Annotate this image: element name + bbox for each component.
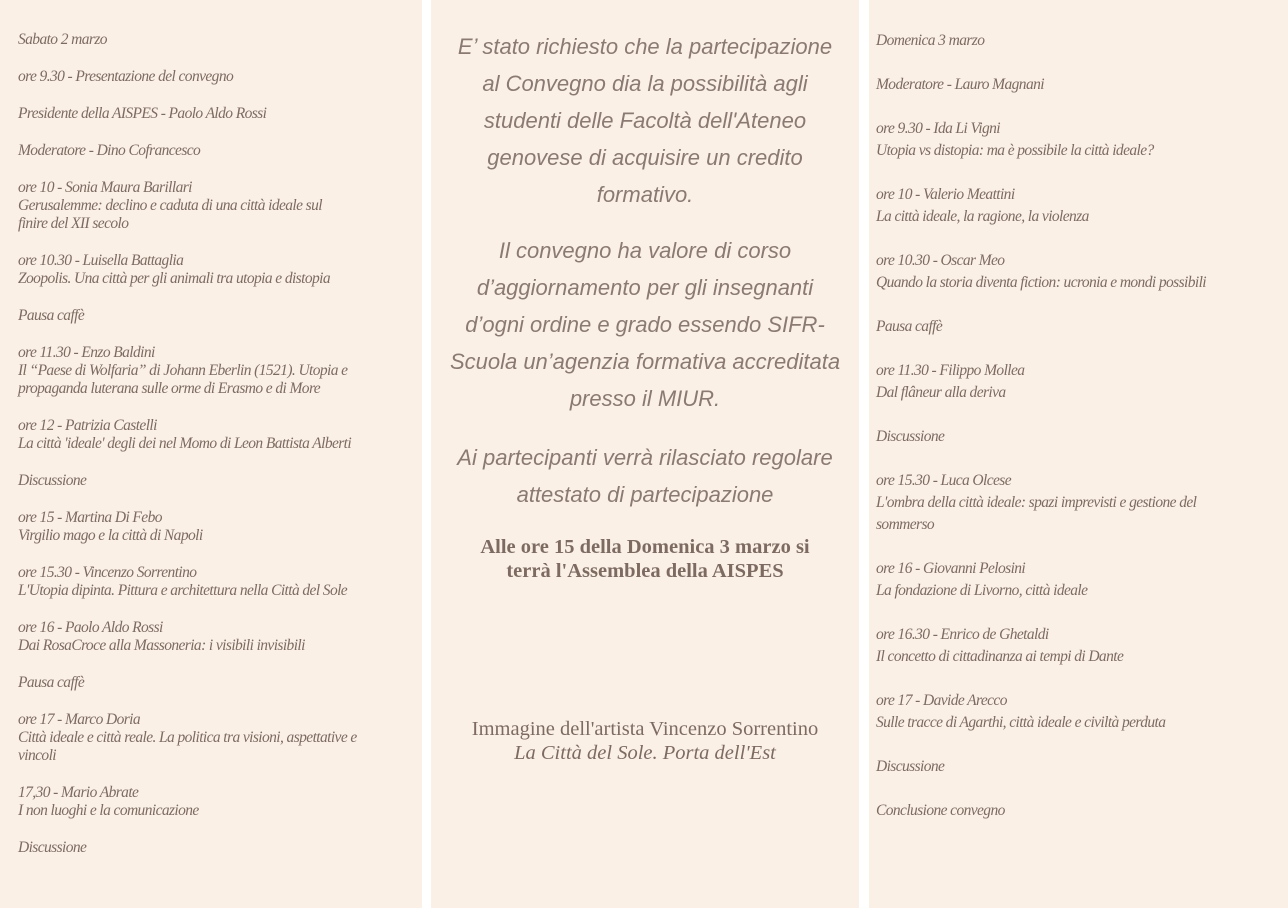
credit-paragraph-line: genovese di acquisire un credito: [487, 145, 803, 170]
entry-title: Virgilio mago e la città di Napoli: [18, 527, 203, 544]
program-sunday-column: [869, 0, 1288, 908]
credit-paragraph-line: formativo.: [596, 182, 694, 207]
entry-heading: ore 17 - Davide Arecco: [876, 692, 1007, 709]
entry-heading: ore 16 - Giovanni Pelosini: [876, 560, 1026, 577]
schedule-entry: [876, 690, 1280, 734]
entry-title: Zoopolis. Una città per gli animali tra utopia e distopia: [18, 270, 330, 287]
schedule-entry: [876, 800, 1280, 822]
schedule-entry: [876, 426, 1280, 448]
schedule-entry: [18, 307, 404, 325]
entry-heading: ore 10.30 - Luisella Battaglia: [18, 252, 184, 269]
schedule-entry: [18, 839, 404, 857]
credit-paragraph: [431, 28, 859, 213]
schedule-entry: [18, 472, 404, 490]
schedule-entry: [876, 250, 1280, 294]
schedule-entry: [18, 179, 404, 233]
certificate-paragraph: [431, 439, 859, 513]
entry-heading: ore 11.30 - Filippo Mollea: [876, 362, 1025, 379]
entry-heading: Conclusione convegno: [876, 802, 1005, 819]
schedule-entry: [876, 360, 1280, 404]
schedule-entry: [876, 184, 1280, 228]
day-heading: [876, 31, 1280, 51]
schedule-entry: [876, 118, 1280, 162]
entry-title: La fondazione di Livorno, città ideale: [876, 582, 1088, 599]
schedule-entry: [18, 619, 404, 655]
entry-heading: Pausa caffè: [18, 307, 85, 324]
schedule-list: [876, 74, 1280, 822]
certificate-paragraph-line: attestato di partecipazione: [516, 482, 774, 507]
entry-title: Gerusalemme: declino e caduta di una città ideale sul: [18, 197, 322, 214]
entry-title: Quando la storia diventa fiction: ucronia e mondi possibili: [876, 274, 1206, 291]
schedule-entry: [18, 68, 404, 86]
refresher-paragraph-line: d’aggiornamento per gli insegnanti: [476, 275, 814, 300]
schedule-entry: [876, 558, 1280, 602]
entry-heading: ore 15.30 - Luca Olcese: [876, 472, 1011, 489]
entry-title: sommerso: [876, 516, 935, 533]
entry-heading: ore 16 - Paolo Aldo Rossi: [18, 619, 163, 636]
entry-title: La città 'ideale' degli dei nel Momo di Leon Battista Alberti: [18, 435, 352, 452]
entry-title: Città ideale e città reale. La politica tra visioni, aspettative e: [18, 729, 357, 746]
assembly-notice-line: terrà l'Assemblea della AISPES: [506, 560, 784, 582]
entry-title: L'Utopia dipinta. Pittura e architettura nella Città del Sole: [18, 582, 348, 599]
entry-heading: 17,30 - Mario Abrate: [18, 784, 139, 801]
schedule-entry: [18, 142, 404, 160]
entry-heading: Discussione: [18, 839, 87, 856]
entry-title: La città ideale, la ragione, la violenza: [876, 208, 1089, 225]
schedule-entry: [876, 74, 1280, 96]
schedule-entry: [876, 756, 1280, 778]
entry-heading: ore 9.30 - Ida Li Vigni: [876, 120, 1000, 137]
entry-heading: Presidente della AISPES - Paolo Aldo Rossi: [18, 105, 267, 122]
credit-paragraph-line: al Convegno dia la possibilità agli: [482, 71, 808, 96]
certificate-paragraph-line: Ai partecipanti verrà rilasciato regolare: [457, 445, 833, 470]
entry-heading: Discussione: [18, 472, 87, 489]
refresher-course-paragraph: [431, 232, 859, 417]
entry-heading: ore 10 - Sonia Maura Barillari: [18, 179, 192, 196]
entry-heading: ore 9.30 - Presentazione del convegno: [18, 68, 234, 85]
image-caption-title: La Città del Sole. Porta dell'Est: [514, 742, 776, 764]
credit-paragraph-line: studenti delle Facoltà dell'Ateneo: [483, 108, 807, 133]
schedule-entry: [876, 316, 1280, 338]
schedule-entry: [18, 674, 404, 692]
schedule-entry: [18, 252, 404, 288]
image-caption: [431, 717, 859, 765]
entry-heading: ore 16.30 - Enrico de Ghetaldi: [876, 626, 1049, 643]
entry-title: Sulle tracce di Agarthi, città ideale e civiltà perduta: [876, 714, 1166, 731]
entry-title: I non luoghi e la comunicazione: [18, 802, 199, 819]
program-saturday-column: [0, 0, 422, 908]
schedule-entry: [18, 711, 404, 765]
entry-title: L'ombra della città ideale: spazi imprevisti e gestione del: [876, 494, 1197, 511]
schedule-list: [18, 68, 404, 857]
entry-heading: ore 12 - Patrizia Castelli: [18, 417, 157, 434]
entry-heading: ore 17 - Marco Doria: [18, 711, 141, 728]
entry-heading: Discussione: [876, 758, 945, 775]
entry-heading: ore 15.30 - Vincenzo Sorrentino: [18, 564, 197, 581]
day-heading-text: Sabato 2 marzo: [18, 31, 107, 48]
refresher-paragraph-line: Scuola un’agenzia formativa accreditata: [449, 349, 841, 374]
entry-title: Il “Paese di Wolfaria” di Johann Eberlin (1521). Utopia e: [18, 362, 348, 379]
refresher-paragraph-line: d’ogni ordine e grado essendo SIFR-: [465, 312, 825, 337]
entry-title: Il concetto di cittadinanza ai tempi di Dante: [876, 648, 1124, 665]
schedule-entry: [18, 784, 404, 820]
schedule-entry: [876, 470, 1280, 536]
entry-heading: Moderatore - Dino Cofrancesco: [18, 142, 201, 159]
schedule-entry: [876, 624, 1280, 668]
entry-title: finire del XII secolo: [18, 215, 129, 232]
entry-title: Dai RosaCroce alla Massoneria: i visibili invisibili: [18, 637, 305, 654]
entry-heading: Discussione: [876, 428, 945, 445]
entry-heading: Moderatore - Lauro Magnani: [876, 76, 1044, 93]
assembly-notice: [431, 535, 859, 583]
entry-title: propaganda luterana sulle orme di Erasmo e di More: [18, 380, 321, 397]
entry-heading: ore 11.30 - Enzo Baldini: [18, 344, 155, 361]
assembly-notice-line: Alle ore 15 della Domenica 3 marzo si: [480, 536, 810, 558]
refresher-paragraph-line: Il convegno ha valore di corso: [498, 238, 792, 263]
schedule-entry: [18, 344, 404, 398]
schedule-entry: [18, 509, 404, 545]
day-heading-text: Domenica 3 marzo: [876, 32, 985, 49]
day-heading: [18, 31, 404, 49]
schedule-entry: [18, 417, 404, 453]
image-caption-artist: Immagine dell'artista Vincenzo Sorrentino: [471, 718, 819, 740]
credit-paragraph-line: E’ stato richiesto che la partecipazione: [457, 34, 833, 59]
entry-heading: ore 10.30 - Oscar Meo: [876, 252, 1005, 269]
entry-title: Utopia vs distopia: ma è possibile la città ideale?: [876, 142, 1154, 159]
entry-heading: Pausa caffè: [876, 318, 943, 335]
entry-title: Dal flâneur alla deriva: [876, 384, 1006, 401]
entry-heading: ore 10 - Valerio Meattini: [876, 186, 1015, 203]
schedule-entry: [18, 564, 404, 600]
entry-heading: Pausa caffè: [18, 674, 85, 691]
refresher-paragraph-line: presso il MIUR.: [569, 386, 721, 411]
schedule-entry: [18, 105, 404, 123]
info-column: [431, 0, 859, 908]
entry-heading: ore 15 - Martina Di Febo: [18, 509, 162, 526]
entry-title: vincoli: [18, 747, 56, 764]
